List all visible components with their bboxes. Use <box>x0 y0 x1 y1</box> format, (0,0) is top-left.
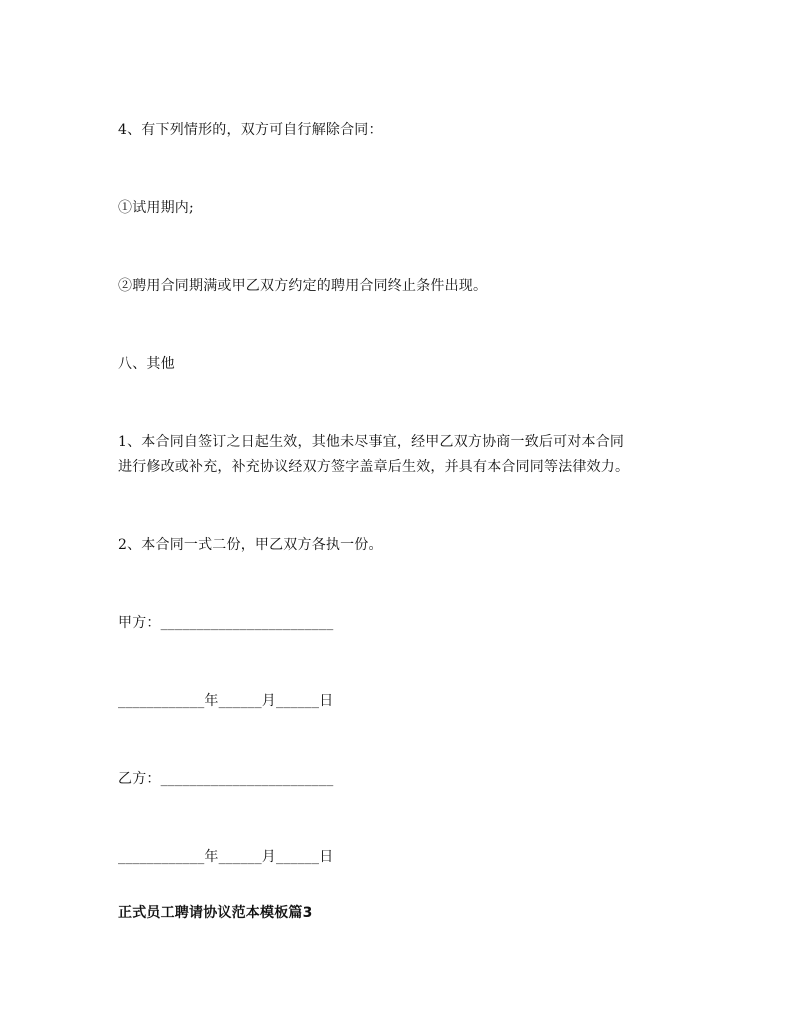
party-a-signature-line: 甲方：________________________ <box>118 615 334 631</box>
section-8-item-2: 2、本合同一式二份，甲乙双方各执一份。 <box>118 537 383 553</box>
next-section-heading: 正式员工聘请协议范本模板篇3 <box>118 905 313 921</box>
clause-4-item-1: ①试用期内; <box>118 200 194 216</box>
section-8-title: 八、其他 <box>118 356 175 372</box>
clause-4-item-2: ②聘用合同期满或甲乙双方约定的聘用合同终止条件出现。 <box>118 278 488 294</box>
section-8-item-1-line-1: 1、本合同自签订之日起生效，其他未尽事宜，经甲乙双方协商一致后可对本合同 <box>118 434 625 450</box>
party-a-date-line: ____________年______月______日 <box>118 693 334 709</box>
party-b-date-line: ____________年______月______日 <box>118 849 334 865</box>
clause-4-title: 4、有下列情形的，双方可自行解除合同： <box>118 122 383 138</box>
section-8-item-1-line-2: 进行修改或补充，补充协议经双方签字盖章后生效，并具有本合同同等法律效力。 <box>118 459 630 475</box>
party-b-signature-line: 乙方：________________________ <box>118 771 334 787</box>
